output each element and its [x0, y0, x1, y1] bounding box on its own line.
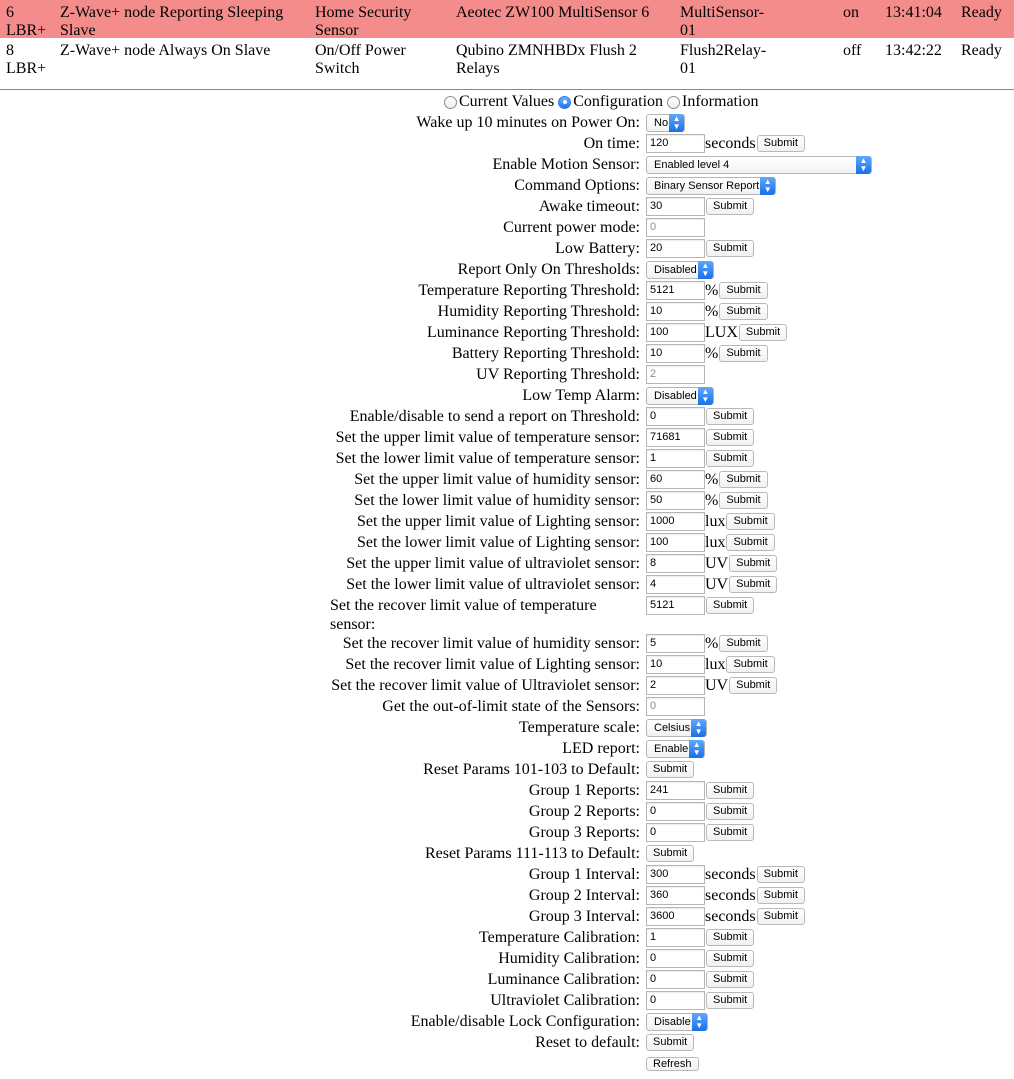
config-row-battery-reporting-threshold [0, 343, 1014, 364]
node-id: 8 [6, 42, 14, 59]
config-row-enable-motion-sensor [0, 154, 1014, 175]
tab-current-values-label[interactable]: Current Values [459, 93, 555, 110]
config-row-set-the-recover-limit-value-of-humidity-sensor [0, 633, 1014, 654]
node-name: Flush2Relay-01 [680, 42, 767, 77]
group-2-interval-submit-button[interactable]: Submit [757, 887, 805, 904]
config-control [646, 239, 754, 258]
group-3-reports-input[interactable]: 0 [646, 823, 705, 842]
set-the-recover-limit-value-of-ultraviolet-sensor-submit-button[interactable]: Submit [729, 677, 777, 694]
config-row-luminance-calibration [0, 969, 1014, 990]
config-row-humidity-calibration [0, 948, 1014, 969]
config-label: Reset to default: [535, 1034, 640, 1051]
config-label: Ultraviolet Calibration: [490, 992, 640, 1009]
unit-label: % [705, 471, 719, 488]
config-control [646, 575, 777, 594]
node-status: Ready [961, 42, 1002, 59]
group-2-reports-input[interactable]: 0 [646, 802, 705, 821]
refresh-button[interactable]: Refresh [646, 1057, 699, 1071]
group-3-reports-submit-button[interactable]: Submit [706, 824, 754, 841]
node-device: Z-Wave+ node Always On Slave [60, 42, 271, 59]
config-control [646, 449, 754, 468]
group-3-interval-input[interactable]: 3600 [646, 907, 705, 926]
config-row-set-the-lower-limit-value-of-ultraviolet-sensor [0, 574, 1014, 595]
group-1-interval-input[interactable]: 300 [646, 865, 705, 884]
chevron-updown-icon: ▲ ▼ [689, 740, 704, 758]
unit-label: LUX [705, 324, 738, 341]
set-the-upper-limit-value-of-temperature-sensor-input[interactable]: 71681 [646, 428, 705, 447]
select-value: No [654, 116, 669, 129]
config-label: Group 2 Reports: [528, 803, 640, 820]
config-row-low-battery [0, 238, 1014, 259]
radio-configuration[interactable] [558, 96, 571, 109]
group-1-interval-submit-button[interactable]: Submit [757, 866, 805, 883]
config-control [646, 386, 714, 405]
config-control [646, 365, 705, 384]
luminance-reporting-threshold-submit-button[interactable]: Submit [739, 324, 787, 341]
get-the-out-of-limit-state-of-the-sensors-input: 0 [646, 697, 705, 716]
config-row-set-the-upper-limit-value-of-ultraviolet-sensor [0, 553, 1014, 574]
config-control [646, 134, 805, 153]
config-label: Set the lower limit value of temperature sensor: [335, 450, 640, 467]
divider [0, 89, 1014, 90]
tab-configuration-label[interactable]: Configuration [573, 93, 664, 110]
config-control [646, 323, 787, 342]
select-value: Binary Sensor Report [654, 179, 760, 192]
set-the-lower-limit-value-of-ultraviolet-sensor-input[interactable]: 4 [646, 575, 705, 594]
temperature-calibration-submit-button[interactable]: Submit [706, 929, 754, 946]
config-control [646, 928, 754, 947]
config-control [646, 176, 776, 195]
config-label: Battery Reporting Threshold: [451, 345, 640, 362]
config-row-report-only-on-thresholds [0, 259, 1014, 280]
chevron-updown-icon: ▲ ▼ [669, 114, 684, 132]
node-product: Qubino ZMNHBDx Flush 2 Relays [456, 42, 637, 77]
set-the-lower-limit-value-of-lighting-sensor-input[interactable]: 100 [646, 533, 705, 552]
group-1-reports-submit-button[interactable]: Submit [706, 782, 754, 799]
select-value: Disabled [654, 389, 697, 402]
config-label: Group 1 Reports: [528, 782, 640, 799]
config-label: Group 3 Reports: [528, 824, 640, 841]
command-options-select[interactable] [646, 177, 776, 195]
set-the-lower-limit-value-of-lighting-sensor-submit-button[interactable]: Submit [726, 534, 774, 551]
config-control [646, 428, 754, 447]
config-label: Set the lower limit value of Lighting sensor: [356, 534, 640, 551]
config-control [646, 1033, 694, 1052]
battery-reporting-threshold-input[interactable]: 10 [646, 344, 705, 363]
config-row-low-temp-alarm [0, 385, 1014, 406]
config-control [646, 823, 754, 842]
node-id [6, 42, 54, 78]
chevron-updown-icon: ▲ ▼ [698, 261, 713, 279]
node-category: On/Off Power Switch [315, 42, 406, 77]
led-report-select[interactable] [646, 740, 705, 758]
ultraviolet-calibration-submit-button[interactable]: Submit [706, 992, 754, 1009]
low-battery-submit-button[interactable]: Submit [706, 240, 754, 257]
node-state: off [843, 42, 862, 59]
node-product: Aeotec ZW100 MultiSensor 6 [456, 4, 650, 21]
set-the-upper-limit-value-of-humidity-sensor-submit-button[interactable]: Submit [719, 471, 767, 488]
chevron-updown-icon: ▲ ▼ [760, 177, 775, 195]
config-label: Luminance Reporting Threshold: [427, 324, 640, 341]
config-row-reset-to-default [0, 1032, 1014, 1053]
set-the-recover-limit-value-of-lighting-sensor-input[interactable]: 10 [646, 655, 705, 674]
unit-label: seconds [705, 866, 756, 883]
config-row-uv-reporting-threshold [0, 364, 1014, 385]
config-label: Set the upper limit value of temperature sensor: [335, 429, 640, 446]
luminance-calibration-input[interactable]: 0 [646, 970, 705, 989]
low-battery-input[interactable]: 20 [646, 239, 705, 258]
config-label: Set the recover limit value of temperature sensor: [330, 597, 597, 633]
config-label: Awake timeout: [538, 198, 640, 215]
config-control [646, 155, 872, 174]
config-row-humidity-reporting-threshold [0, 301, 1014, 322]
unit-label: % [705, 282, 719, 299]
config-row-reset-params-111-113-to-default [0, 843, 1014, 864]
node-category: Home Security Sensor [315, 4, 412, 39]
config-control [646, 739, 705, 758]
config-row-group-1-reports [0, 780, 1014, 801]
set-the-upper-limit-value-of-ultraviolet-sensor-submit-button[interactable]: Submit [729, 555, 777, 572]
config-control [646, 676, 777, 695]
set-the-upper-limit-value-of-temperature-sensor-submit-button[interactable]: Submit [706, 429, 754, 446]
config-label: Group 1 Interval: [528, 866, 640, 883]
config-control [646, 718, 707, 737]
config-label: Humidity Calibration: [498, 950, 640, 967]
unit-label: lux [705, 534, 726, 551]
config-row-set-the-lower-limit-value-of-lighting-sensor [0, 532, 1014, 553]
config-row-set-the-lower-limit-value-of-temperature-sensor [0, 448, 1014, 469]
config-label: Luminance Calibration: [487, 971, 640, 988]
luminance-reporting-threshold-input[interactable]: 100 [646, 323, 705, 342]
set-the-recover-limit-value-of-temperature-sensor-input[interactable]: 5121 [646, 596, 705, 615]
config-row-temperature-scale [0, 717, 1014, 738]
config-label: Set the upper limit value of ultraviolet sensor: [346, 555, 640, 572]
config-control [646, 865, 805, 884]
temperature-reporting-threshold-submit-button[interactable]: Submit [719, 282, 767, 299]
config-row-reset-params-101-103-to-default [0, 759, 1014, 780]
config-row-on-time [0, 133, 1014, 154]
unit-label: lux [705, 656, 726, 673]
chevron-updown-icon: ▲ ▼ [856, 156, 871, 174]
refresh-row [646, 1054, 699, 1072]
config-label: Set the upper limit value of humidity sensor: [354, 471, 640, 488]
config-row-set-the-recover-limit-value-of-temperature-sensor [0, 595, 1014, 633]
config-label: Current power mode: [503, 219, 640, 236]
config-control [646, 302, 768, 321]
config-label: Set the lower limit value of humidity sensor: [354, 492, 640, 509]
config-row-enable-disable-lock-configuration [0, 1011, 1014, 1032]
luminance-calibration-submit-button[interactable]: Submit [706, 971, 754, 988]
configuration-form [0, 112, 1014, 1053]
config-row-set-the-recover-limit-value-of-ultraviolet-sensor [0, 675, 1014, 696]
config-row-group-1-interval [0, 864, 1014, 885]
config-control [646, 113, 685, 132]
config-control [646, 596, 754, 615]
config-control [646, 991, 754, 1010]
humidity-calibration-input[interactable]: 0 [646, 949, 705, 968]
node-id: 6 [6, 4, 14, 21]
config-label: Temperature Reporting Threshold: [418, 282, 640, 299]
config-row-group-3-reports [0, 822, 1014, 843]
config-label: Temperature Calibration: [478, 929, 640, 946]
on-time-input[interactable]: 120 [646, 134, 705, 153]
config-label: Group 3 Interval: [528, 908, 640, 925]
set-the-upper-limit-value-of-lighting-sensor-input[interactable]: 1000 [646, 512, 705, 531]
unit-label: lux [705, 513, 726, 530]
enable-disable-to-send-a-report-on-threshold-input[interactable]: 0 [646, 407, 705, 426]
config-label: Enable Motion Sensor: [492, 156, 640, 173]
config-label: Set the lower limit value of ultraviolet sensor: [346, 576, 640, 593]
config-label: Report Only On Thresholds: [457, 261, 640, 278]
config-label: Get the out-of-limit state of the Sensors: [382, 698, 640, 715]
set-the-lower-limit-value-of-temperature-sensor-submit-button[interactable]: Submit [706, 450, 754, 467]
config-control [646, 781, 754, 800]
select-value: Celsius [654, 721, 691, 734]
node-time: 13:41:04 [885, 4, 942, 21]
config-label: Wake up 10 minutes on Power On: [416, 114, 640, 131]
reset-params-111-113-to-default-submit-button[interactable]: Submit [646, 845, 694, 862]
config-control [646, 655, 775, 674]
config-label: LED report: [562, 740, 640, 757]
radio-current-values[interactable] [444, 96, 457, 109]
config-control [646, 533, 775, 552]
group-2-interval-input[interactable]: 360 [646, 886, 705, 905]
config-control [646, 1012, 708, 1031]
config-row-temperature-calibration [0, 927, 1014, 948]
config-row-group-2-reports [0, 801, 1014, 822]
config-label: On time: [583, 135, 640, 152]
config-label: Enable/disable to send a report on Threshold: [349, 408, 640, 425]
config-label: Enable/disable Lock Configuration: [410, 1013, 640, 1030]
chevron-updown-icon: ▲ ▼ [698, 387, 713, 405]
config-row-wake-up-10-minutes-on-power-on [0, 112, 1014, 133]
config-control [646, 949, 754, 968]
node-state: on [843, 4, 859, 21]
set-the-upper-limit-value-of-humidity-sensor-input[interactable]: 60 [646, 470, 705, 489]
reset-params-101-103-to-default-submit-button[interactable]: Submit [646, 761, 694, 778]
select-value: Enabled level 4 [654, 158, 730, 171]
unit-label: % [705, 345, 719, 362]
config-control [646, 281, 768, 300]
set-the-lower-limit-value-of-humidity-sensor-input[interactable]: 50 [646, 491, 705, 510]
node-device: Z-Wave+ node Reporting Sleeping Slave [60, 4, 284, 39]
battery-reporting-threshold-submit-button[interactable]: Submit [719, 345, 767, 362]
config-control [646, 907, 805, 926]
config-control [646, 491, 768, 510]
config-label: Command Options: [514, 177, 640, 194]
ultraviolet-calibration-input[interactable]: 0 [646, 991, 705, 1010]
temperature-scale-select[interactable] [646, 719, 707, 737]
group-2-reports-submit-button[interactable]: Submit [706, 803, 754, 820]
config-label: Humidity Reporting Threshold: [437, 303, 640, 320]
config-control [646, 554, 777, 573]
config-label: Reset Params 101-103 to Default: [423, 761, 640, 778]
low-temp-alarm-select[interactable] [646, 387, 714, 405]
reset-to-default-submit-button[interactable]: Submit [646, 1034, 694, 1051]
group-1-reports-input[interactable]: 241 [646, 781, 705, 800]
chevron-updown-icon: ▲ ▼ [691, 719, 706, 737]
set-the-recover-limit-value-of-ultraviolet-sensor-input[interactable]: 2 [646, 676, 705, 695]
enable-motion-sensor-select[interactable] [646, 156, 872, 174]
config-label: Low Temp Alarm: [522, 387, 640, 404]
config-label: Set the upper limit value of Lighting sensor: [356, 513, 640, 530]
config-control [646, 407, 754, 426]
node-id [6, 4, 54, 40]
view-tabs [444, 92, 762, 112]
config-row-set-the-upper-limit-value-of-humidity-sensor [0, 469, 1014, 490]
unit-label: UV [705, 576, 729, 593]
config-label: Temperature scale: [518, 719, 640, 736]
humidity-calibration-submit-button[interactable]: Submit [706, 950, 754, 967]
config-control [646, 697, 705, 716]
config-row-led-report [0, 738, 1014, 759]
uv-reporting-threshold-input: 2 [646, 365, 705, 384]
node-type: LBR+ [6, 60, 47, 77]
config-row-set-the-upper-limit-value-of-temperature-sensor [0, 427, 1014, 448]
config-control [646, 260, 714, 279]
radio-information[interactable] [667, 96, 680, 109]
enable-disable-to-send-a-report-on-threshold-submit-button[interactable]: Submit [706, 408, 754, 425]
config-row-get-the-out-of-limit-state-of-the-sensors [0, 696, 1014, 717]
enable-disable-lock-configuration-select[interactable] [646, 1013, 708, 1031]
select-value: Disable [654, 1015, 691, 1028]
report-only-on-thresholds-select[interactable] [646, 261, 714, 279]
config-control [646, 197, 754, 216]
unit-label: % [705, 303, 719, 320]
config-label: Group 2 Interval: [528, 887, 640, 904]
config-control [646, 470, 768, 489]
config-control [646, 344, 768, 363]
node-row[interactable] [0, 38, 1014, 76]
unit-label: seconds [705, 887, 756, 904]
group-3-interval-submit-button[interactable]: Submit [757, 908, 805, 925]
awake-timeout-submit-button[interactable]: Submit [706, 198, 754, 215]
set-the-recover-limit-value-of-lighting-sensor-submit-button[interactable]: Submit [726, 656, 774, 673]
wake-up-10-minutes-on-power-on-select[interactable] [646, 114, 685, 132]
config-control [646, 218, 705, 237]
awake-timeout-input[interactable]: 30 [646, 197, 705, 216]
tab-information-label[interactable]: Information [682, 93, 759, 110]
config-control [646, 844, 694, 863]
unit-label: % [705, 635, 719, 652]
config-label: Set the recover limit value of Lighting sensor: [345, 656, 640, 673]
config-row-set-the-upper-limit-value-of-lighting-sensor [0, 511, 1014, 532]
config-row-set-the-recover-limit-value-of-lighting-sensor [0, 654, 1014, 675]
unit-label: % [705, 492, 719, 509]
unit-label: seconds [705, 908, 756, 925]
temperature-calibration-input[interactable]: 1 [646, 928, 705, 947]
config-row-command-options [0, 175, 1014, 196]
config-row-enable-disable-to-send-a-report-on-threshold [0, 406, 1014, 427]
node-type: LBR+ [6, 22, 47, 39]
select-value: Disabled [654, 263, 697, 276]
on-time-submit-button[interactable]: Submit [757, 135, 805, 152]
unit-label: UV [705, 677, 729, 694]
config-label: UV Reporting Threshold: [476, 366, 640, 383]
temperature-reporting-threshold-input[interactable]: 5121 [646, 281, 705, 300]
set-the-recover-limit-value-of-humidity-sensor-submit-button[interactable]: Submit [719, 635, 767, 652]
config-control [646, 634, 768, 653]
config-control [646, 512, 775, 531]
set-the-recover-limit-value-of-temperature-sensor-submit-button[interactable]: Submit [706, 597, 754, 614]
node-name: MultiSensor-01 [680, 4, 765, 39]
config-row-set-the-lower-limit-value-of-humidity-sensor [0, 490, 1014, 511]
config-label: Reset Params 111-113 to Default: [424, 845, 640, 862]
config-row-ultraviolet-calibration [0, 990, 1014, 1011]
set-the-lower-limit-value-of-temperature-sensor-input[interactable]: 1 [646, 449, 705, 468]
set-the-lower-limit-value-of-humidity-sensor-submit-button[interactable]: Submit [719, 492, 767, 509]
unit-label: UV [705, 555, 729, 572]
chevron-updown-icon: ▲ ▼ [692, 1013, 707, 1031]
set-the-recover-limit-value-of-humidity-sensor-input[interactable]: 5 [646, 634, 705, 653]
config-control [646, 886, 805, 905]
config-row-group-2-interval [0, 885, 1014, 906]
node-row[interactable] [0, 0, 1014, 38]
config-control [646, 970, 754, 989]
config-control [646, 802, 754, 821]
humidity-reporting-threshold-submit-button[interactable]: Submit [719, 303, 767, 320]
config-row-group-3-interval [0, 906, 1014, 927]
config-label: Low Battery: [555, 240, 640, 257]
current-power-mode-input: 0 [646, 218, 705, 237]
config-label: Set the recover limit value of Ultraviolet sensor: [331, 677, 640, 694]
config-control [646, 760, 694, 779]
set-the-upper-limit-value-of-ultraviolet-sensor-input[interactable]: 8 [646, 554, 705, 573]
config-label: Set the recover limit value of humidity sensor: [342, 635, 640, 652]
humidity-reporting-threshold-input[interactable]: 10 [646, 302, 705, 321]
unit-label: seconds [705, 135, 756, 152]
node-status: Ready [961, 4, 1002, 21]
set-the-lower-limit-value-of-ultraviolet-sensor-submit-button[interactable]: Submit [729, 576, 777, 593]
config-row-current-power-mode [0, 217, 1014, 238]
config-row-temperature-reporting-threshold [0, 280, 1014, 301]
config-row-awake-timeout [0, 196, 1014, 217]
set-the-upper-limit-value-of-lighting-sensor-submit-button[interactable]: Submit [726, 513, 774, 530]
config-row-luminance-reporting-threshold [0, 322, 1014, 343]
select-value: Enable [654, 742, 689, 755]
node-time: 13:42:22 [885, 42, 942, 59]
node-list [0, 0, 1014, 76]
